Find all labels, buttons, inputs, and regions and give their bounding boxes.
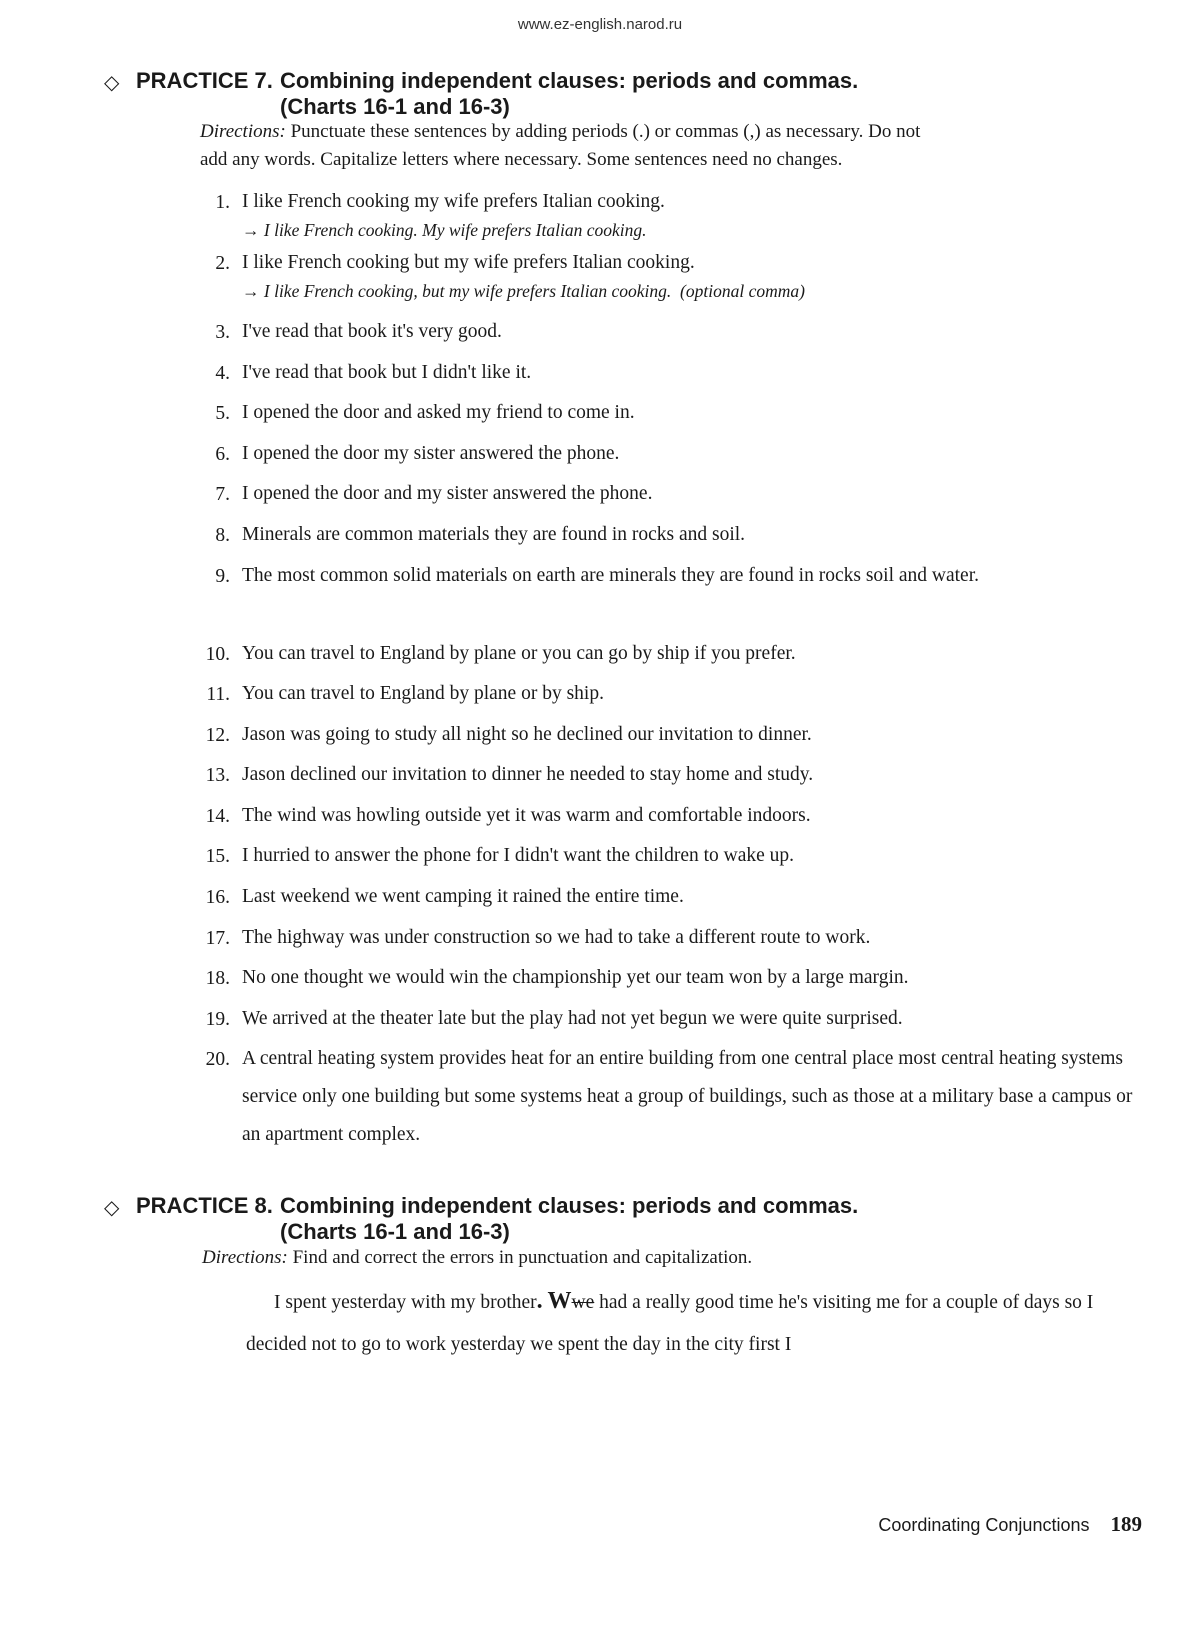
item-number: 19. [205, 1009, 230, 1030]
practice8-label: PRACTICE 8. [136, 1193, 273, 1218]
item-number: 12. [205, 725, 230, 746]
directions-label: Directions: [202, 1247, 288, 1268]
practice7-label: PRACTICE 7. [136, 68, 273, 93]
item-text: I hurried to answer the phone for I didn't want the children to wake up. [242, 845, 795, 866]
directions-label: Directions: [200, 121, 286, 142]
item-number: 9. [215, 566, 230, 587]
header-url: www.ez-english.narod.ru [517, 16, 683, 33]
practice8-directions [202, 1244, 1102, 1272]
item-text: We arrived at the theater late but the play had not yet begun we were quite surprised. [242, 1008, 903, 1029]
item-text: The highway was under construction so we had to take a different route to work. [242, 927, 871, 948]
item-text: Last weekend we went camping it rained the entire time. [242, 886, 684, 907]
item-text: Jason declined our invitation to dinner he needed to stay home and study. [242, 764, 814, 785]
item-text: The most common solid materials on earth are minerals they are found in rocks soil and water. [242, 565, 980, 586]
item-text: I like French cooking but my wife prefers Italian cooking. [242, 252, 695, 273]
item-number: 14. [205, 806, 230, 827]
item-text: You can travel to England by plane or you can go by ship if you prefer. [242, 643, 796, 664]
item-text: I opened the door my sister answered the phone. [242, 443, 620, 464]
directions-line2: add any words. Capitalize letters where necessary. Some sentences need no changes. [200, 149, 843, 170]
item-number: 2. [215, 253, 230, 274]
item-number: 7. [215, 484, 230, 505]
item-number: 15. [205, 846, 230, 867]
item-number: 1. [215, 192, 230, 213]
para-inserted-period: . [536, 1288, 543, 1314]
directions-line1: Punctuate these sentences by adding periods (.) or commas (,) as necessary. Do not [290, 121, 921, 142]
item-text: The wind was howling outside yet it was warm and comfortable indoors. [242, 805, 811, 826]
item-number: 11. [206, 684, 230, 705]
page-number: 189 [1110, 1512, 1142, 1536]
item-number: 8. [215, 525, 230, 546]
item-text: I like French cooking my wife prefers Italian cooking. [242, 191, 665, 212]
answer-2-note: (optional comma) [680, 281, 805, 301]
answer-2 [242, 281, 805, 302]
item-text: Jason was going to study all night so he declined our invitation to dinner. [242, 724, 812, 745]
item-number: 13. [205, 765, 230, 786]
item-text: Minerals are common materials they are found in rocks and soil. [242, 524, 746, 545]
diamond-icon: ◇ [104, 72, 120, 94]
item-text: A central heating system provides heat for an entire building from one central place most central heating systems service only one building but some systems heat a group of buildings, such as those at a military base a campus or an apartment complex. [242, 1048, 1133, 1145]
item-number: 20. [205, 1049, 230, 1070]
item-text: I opened the door and my sister answered the phone. [242, 483, 653, 504]
item-number: 17. [205, 928, 230, 949]
practice7-charts: (Charts 16-1 and 16-3) [280, 94, 510, 119]
item-text: I've read that book but I didn't like it. [242, 362, 532, 383]
answer-2-text: → I like French cooking, but my wife prefers Italian cooking. [242, 281, 672, 301]
item-number: 10. [205, 644, 230, 665]
para-start: I spent yesterday with my brother [274, 1292, 537, 1313]
item-number: 5. [215, 403, 230, 424]
directions-text: Find and correct the errors in punctuation and capitalization. [292, 1247, 753, 1268]
para-struck-word: we [571, 1292, 595, 1313]
practice7-title: Combining independent clauses: periods and commas. [280, 68, 859, 93]
item-number: 6. [215, 444, 230, 465]
item-text: No one thought we would win the championship yet our team won by a large margin. [242, 967, 909, 988]
item-text: You can travel to England by plane or by ship. [242, 683, 604, 704]
item-number: 3. [215, 322, 230, 343]
item-text: I've read that book it's very good. [242, 321, 502, 342]
footer-chapter: Coordinating Conjunctions [878, 1515, 1090, 1535]
practice8-title: Combining independent clauses: periods and commas. [280, 1193, 859, 1218]
item-text: I opened the door and asked my friend to come in. [242, 402, 635, 423]
practice8-paragraph [246, 1280, 1146, 1366]
para-inserted-capital: W [547, 1288, 572, 1314]
item-number: 18. [205, 968, 230, 989]
para-rest: had a really good time he's visiting me for a couple of days so I decided not to go to work yesterday we spent the day in the city first I [246, 1292, 1094, 1355]
item-number: 16. [205, 887, 230, 908]
page-footer [878, 1512, 1142, 1537]
diamond-icon: ◇ [104, 1197, 120, 1219]
practice8-charts: (Charts 16-1 and 16-3) [280, 1219, 510, 1244]
item-number: 4. [215, 363, 230, 384]
answer-1: → I like French cooking. My wife prefers Italian cooking. [242, 220, 647, 240]
practice7-directions [200, 118, 1100, 174]
